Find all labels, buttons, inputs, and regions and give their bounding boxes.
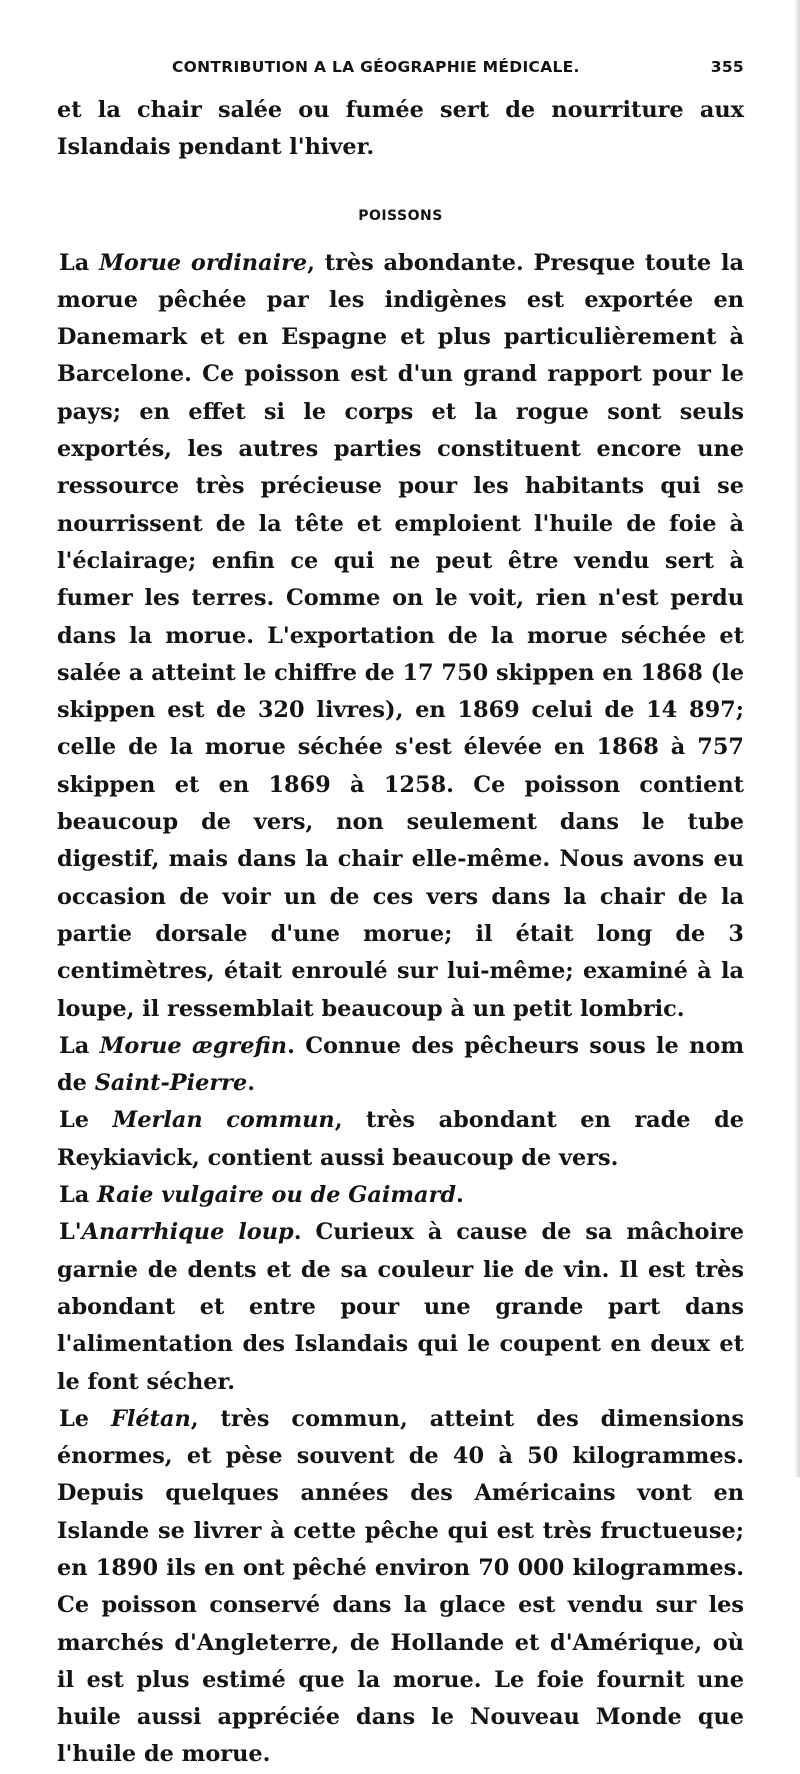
running-head	[140, 58, 744, 76]
section-heading: POISSONS	[358, 207, 443, 224]
paragraph-merlan	[57, 1102, 744, 1177]
paragraph-text: . Connue des pêcheurs sous le nom de	[57, 1032, 745, 1097]
paragraph-text: , très commun, atteint des dimensions énormes, et pèse souvent de 40 à 50 kilogrammes. Depuis quelques années des Américains vont en Islande se livrer à cette pêche qui est très fructueuse; en 1890 ils en ont pêché environ 70 000 kilogrammes. Ce poisson conservé dans la glace est vendu sur les marchés d'Angleterre, de Hollande et d'Amérique, où il est plus estimé que la morue. Le foie fournit une huile aussi appréciée dans le Nouveau Monde que l'huile de morue.	[57, 1405, 744, 1768]
species-name: Merlan commun	[112, 1107, 335, 1134]
species-name: Morue ordinaire	[99, 249, 308, 276]
species-name: Raie vulgaire ou de Gaimard	[97, 1182, 457, 1209]
paragraph-lead: La	[59, 1182, 98, 1209]
paragraph-lead: La	[59, 1032, 100, 1059]
common-name: Saint-Pierre	[94, 1070, 248, 1097]
paragraph-lead: Le	[59, 1107, 113, 1134]
paragraph-fletan	[57, 1401, 744, 1774]
page-edge-shadow	[794, 0, 800, 1477]
species-name: Flétan	[110, 1405, 191, 1432]
paragraph-morue-aegrefin	[57, 1028, 744, 1103]
page-number: 355	[710, 58, 744, 76]
paragraph-lead: La	[59, 249, 100, 276]
paragraph-morue-ordinaire	[57, 245, 744, 1028]
paragraph-text: , très abondante. Presque toute la morue pêchée par les indigènes est exportée en Danemark et en Espagne et plus particulièrement à Barcelone. Ce poisson est d'un grand rapport pour le pays; en effet si le corps et la rogue sont seuls exportés, les autres parties constituent encore une ressource très précieuse pour les habitants qui se nourrissent de la tête et emploient l'huile de foie à l'éclairage; enfin ce qui ne peut être vendu sert à fumer les terres. Comme on le voit, rien n'est perdu dans la morue. L'exportation de la morue séchée et salée a atteint le chiffre de 17 750 skippen en 1868 (le skippen est de 320 livres), en 1869 celui de 14 897; celle de la morue séchée s'est élevée en 1868 à 757 skippen et en 1869 à 1258. Ce poisson contient beaucoup de vers, non seulement dans le tube digestif, mais dans la chair elle-même. Nous avons eu occasion de voir un de ces vers dans la chair de la partie dorsale d'une morue; il était long de 3 centimètres, était enroulé sur lui-même; examiné à la loupe, il ressemblait beaucoup à un petit lombric.	[57, 249, 744, 1022]
species-name: Anarrhique loup	[81, 1219, 294, 1246]
running-head-title: CONTRIBUTION A LA GÉOGRAPHIE MÉDICALE.	[172, 58, 580, 76]
paragraph-lead: L'	[59, 1219, 82, 1246]
paragraph-anarrhique	[57, 1214, 744, 1400]
species-name: Morue ægrefin	[99, 1032, 288, 1059]
paragraph-text: .	[456, 1182, 464, 1209]
paragraph-text: . Curieux à cause de sa mâchoire garnie de dents et de sa couleur lie de vin. Il est très abondant et entre pour une grande part dans l'alimentation des Islandais qui le coupent en deux et le font sécher.	[57, 1219, 745, 1395]
paragraph-tail: .	[247, 1070, 256, 1097]
paragraph-lead: Le	[59, 1405, 111, 1432]
paragraph-raie	[57, 1177, 744, 1214]
intro-paragraph: et la chair salée ou fumée sert de nourriture aux Islandais pendant l'hiver.	[57, 97, 744, 161]
paragraph-text: , très abondant en rade de Reykiavick, contient aussi beaucoup de vers.	[57, 1107, 744, 1171]
page-body	[57, 92, 744, 1774]
